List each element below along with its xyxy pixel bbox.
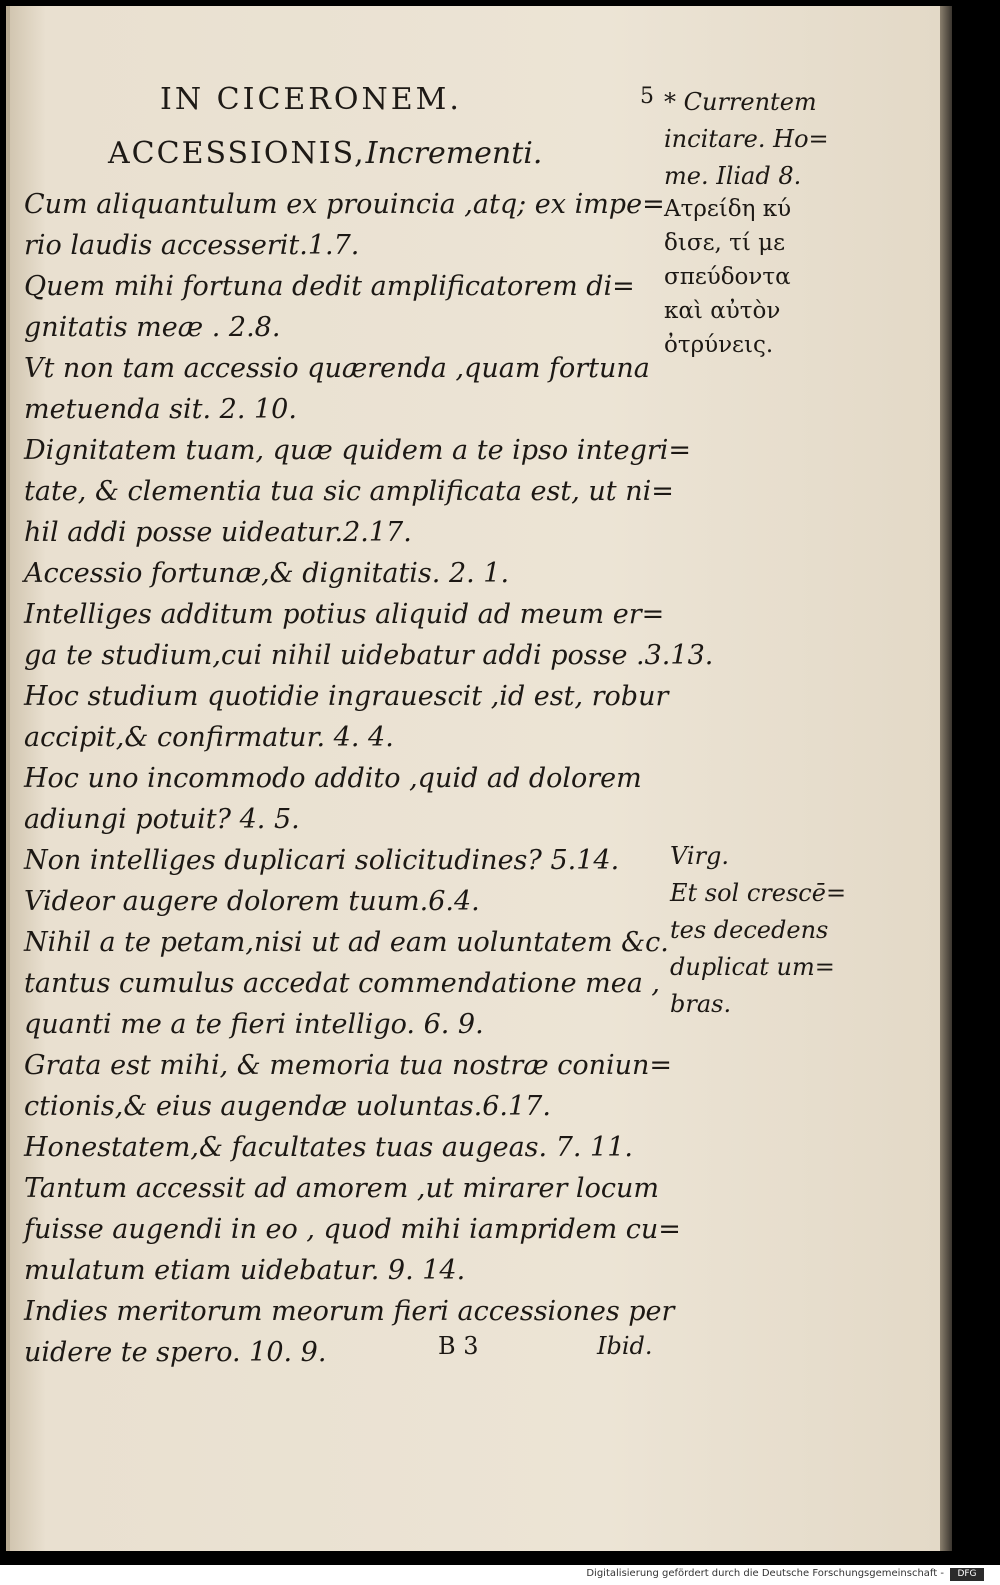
- body-lines-line: Non intelliges duplicari solicitudines? 5.14.: [24, 845, 620, 876]
- digitization-credit: Digitalisierung gefördert durch die Deutsche Forschungsgemeinschaft -: [586, 1568, 944, 1579]
- body-lines-line: Accessio fortunæ,& dignitatis. 2. 1.: [24, 558, 510, 589]
- body-lines-line: adiungi potuit? 4. 5.: [24, 804, 300, 835]
- margin-note-2-line: duplicat um=: [670, 953, 835, 981]
- body-lines-line: Nihil a te petam,nisi ut ad eam uoluntatem &c.: [24, 927, 669, 958]
- body-lines-line: gnitatis meæ . 2.8.: [24, 312, 281, 343]
- body-lines-line: ga te studium,cui nihil uidebatur addi posse .3.13.: [24, 640, 714, 671]
- body-lines-line: Quem mihi fortuna dedit amplificatorem di=: [24, 271, 635, 302]
- margin-note-2-line: Virg.: [670, 842, 730, 870]
- body-lines-line: hil addi posse uideatur.2.17.: [24, 517, 412, 548]
- margin-greek-line: σπεύδοντα: [664, 264, 791, 290]
- margin-greek-line: Ατρείδη κύ: [664, 196, 792, 222]
- body-lines-line: tantus cumulus accedat commendatione mea ,: [24, 968, 660, 999]
- catchword: Ibid.: [597, 1332, 653, 1360]
- page-edge: [940, 6, 952, 1551]
- body-lines-line: Tantum accessit ad amorem ,ut mirarer locum: [24, 1173, 659, 1204]
- margin-note-2-line: tes decedens: [670, 916, 829, 944]
- margin-note-2-line: bras.: [670, 990, 732, 1018]
- folio-number: 5: [640, 84, 654, 109]
- body-lines-line: Grata est mihi, & memoria tua nostræ coniun=: [24, 1050, 673, 1081]
- body-lines-line: ctionis,& eius augendæ uoluntas.6.17.: [24, 1091, 551, 1122]
- margin-note-1-line: me. Iliad 8.: [664, 162, 802, 190]
- binding-shadow: [6, 6, 10, 1551]
- body-lines-line: Dignitatem tuam, quæ quidem a te ipso integri=: [24, 435, 692, 466]
- body-lines-line: Vt non tam accessio quærenda ,quam fortuna: [24, 353, 650, 384]
- body-lines-line: rio laudis accesserit.1.7.: [24, 230, 360, 261]
- body-lines-line: metuenda sit. 2. 10.: [24, 394, 297, 425]
- dfg-logo: DFG: [950, 1568, 984, 1581]
- body-lines-line: fuisse augendi in eo , quod mihi iampridem cu=: [24, 1214, 681, 1245]
- body-lines-line: Intelliges additum potius aliquid ad meum er=: [24, 599, 665, 630]
- margin-greek-line: καὶ αὐτὸν: [664, 298, 781, 324]
- body-lines-line: Videor augere dolorem tuum.6.4.: [24, 886, 480, 917]
- body-lines-line: Cum aliquantulum ex prouincia ,atq; ex impe=: [24, 189, 665, 220]
- body-lines-line: Hoc uno incommodo addito ,quid ad dolorem: [24, 763, 642, 794]
- signature-mark: B 3: [438, 1332, 479, 1360]
- margin-note-homer: [664, 84, 829, 195]
- margin-note-virgil: [670, 838, 846, 1023]
- body-lines-line: Hoc studium quotidie ingrauescit ,id est, robur: [24, 681, 669, 712]
- body-lines-line: quanti me a te fieri intelligo. 6. 9.: [24, 1009, 484, 1040]
- body-lines-line: tate, & clementia tua sic amplificata est, ut ni=: [24, 476, 674, 507]
- margin-note-2-line: Et sol crescē=: [670, 879, 847, 907]
- body-lines-line: Indies meritorum meorum fieri accessiones per: [24, 1296, 675, 1327]
- margin-note-greek: [664, 192, 791, 362]
- body-lines-line: uidere te spero. 10. 9.: [24, 1337, 327, 1368]
- margin-note-1-line: * Currentem: [664, 88, 817, 116]
- section-title: [108, 136, 542, 171]
- margin-note-1-line: incitare. Ho=: [664, 125, 829, 153]
- body-lines-line: accipit,& confirmatur. 4. 4.: [24, 722, 394, 753]
- section-heading: ACCESSIONIS,: [108, 136, 366, 171]
- margin-greek-line: ὀτρύνεις.: [664, 332, 774, 358]
- section-gloss: Incrementi.: [365, 136, 543, 171]
- running-head: IN CICERONEM.: [160, 82, 462, 117]
- margin-greek-line: δισε, τί με: [664, 230, 786, 256]
- body-lines-line: mulatum etiam uidebatur. 9. 14.: [24, 1255, 466, 1286]
- body-lines-line: Honestatem,& facultates tuas augeas. 7. 11.: [24, 1132, 633, 1163]
